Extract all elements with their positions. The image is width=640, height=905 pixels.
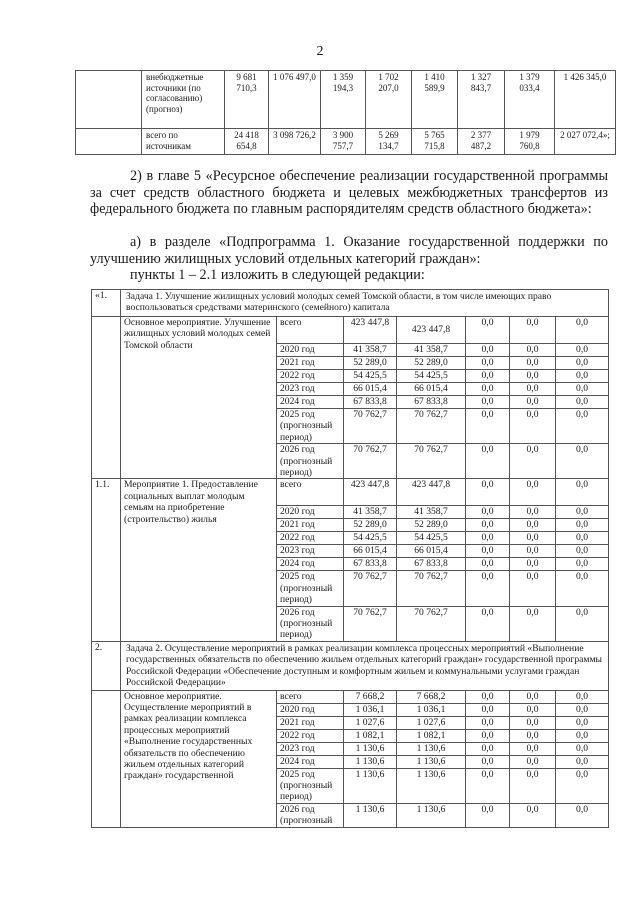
- value-cell: 1 027,6: [344, 716, 397, 729]
- value-cell: 0,0: [510, 716, 556, 729]
- period-cell: 2025 год (прогнозный период): [277, 571, 344, 606]
- value-cell: 0,0: [510, 370, 556, 383]
- value-cell: 66 015,4: [397, 545, 466, 558]
- value-cell: 52 289,0: [344, 519, 397, 532]
- period-cell: 2022 год: [277, 729, 344, 742]
- value-cell: 2 377 487,2: [458, 129, 505, 155]
- value-cell: 1 130,6: [397, 803, 466, 827]
- value-cell: 423 447,8: [344, 479, 397, 506]
- task-title: Задача 1. Улучшение жилищных условий молодых семей Томской области, в том числе имеющих право воспользоваться средствами материнского (семейного) капитала: [121, 290, 609, 317]
- value-cell: 0,0: [466, 571, 510, 606]
- value-cell: 3 098 726,2: [269, 129, 321, 155]
- value-cell: 0,0: [510, 532, 556, 545]
- value-cell: 1 327 843,7: [458, 71, 505, 129]
- value-cell: 0,0: [556, 479, 609, 506]
- value-cell: 66 015,4: [344, 383, 397, 396]
- paragraph-items: пункты 1 – 2.1 изложить в следующей редакции:: [130, 267, 425, 283]
- period-cell: 2024 год: [277, 396, 344, 409]
- value-cell: 423 447,8: [397, 479, 466, 506]
- value-cell: 1 130,6: [397, 755, 466, 768]
- value-cell: 0,0: [510, 344, 556, 357]
- value-cell: 0,0: [556, 716, 609, 729]
- row-number: [92, 317, 121, 479]
- value-cell: 0,0: [510, 506, 556, 519]
- value-cell: 5 765 715,8: [412, 129, 458, 155]
- paragraph-subprogram1: а) в разделе «Подпрограмма 1. Оказание государственной поддержки по улучшению жилищных условий отдельных категорий граждан»:: [90, 234, 608, 267]
- value-cell: 0,0: [510, 558, 556, 571]
- value-cell: 0,0: [510, 545, 556, 558]
- value-cell: 7 668,2: [397, 690, 466, 703]
- value-cell: 0,0: [466, 803, 510, 827]
- value-cell: 1 130,6: [344, 742, 397, 755]
- value-cell: 0,0: [556, 344, 609, 357]
- row-number: 1.1.: [92, 479, 121, 641]
- source-label: внебюджетные источники (по согласованию) (прогноз): [142, 71, 225, 129]
- value-cell: 1 027,6: [397, 716, 466, 729]
- value-cell: 0,0: [556, 803, 609, 827]
- empty-cell: [76, 71, 142, 129]
- value-cell: 0,0: [466, 545, 510, 558]
- period-cell: 2020 год: [277, 703, 344, 716]
- value-cell: 0,0: [510, 606, 556, 641]
- value-cell: 0,0: [556, 755, 609, 768]
- value-cell: 0,0: [510, 755, 556, 768]
- value-cell: 70 762,7: [397, 606, 466, 641]
- value-cell: 52 289,0: [344, 357, 397, 370]
- value-cell: 1 130,6: [344, 803, 397, 827]
- value-cell: 54 425,5: [397, 370, 466, 383]
- value-cell: 1 130,6: [397, 768, 466, 803]
- value-cell: 0,0: [466, 768, 510, 803]
- value-cell: 0,0: [510, 479, 556, 506]
- value-cell: 67 833,8: [397, 396, 466, 409]
- value-cell: 0,0: [510, 383, 556, 396]
- value-cell: 0,0: [466, 755, 510, 768]
- value-cell: 1 036,1: [397, 703, 466, 716]
- empty-cell: [76, 129, 142, 155]
- value-cell: 0,0: [466, 370, 510, 383]
- period-cell: 2024 год: [277, 755, 344, 768]
- value-cell: 0,0: [466, 703, 510, 716]
- value-cell: 0,0: [556, 742, 609, 755]
- value-cell: 1 379 033,4: [505, 71, 555, 129]
- period-cell: 2025 год (прогнозный период): [277, 768, 344, 803]
- value-cell: 423 447,8: [397, 317, 466, 344]
- value-cell: 67 833,8: [344, 396, 397, 409]
- period-cell: всего: [277, 690, 344, 703]
- period-cell: 2021 год: [277, 716, 344, 729]
- value-cell: 5 269 134,7: [366, 129, 412, 155]
- source-label: всего по источникам: [142, 129, 225, 155]
- value-cell: 0,0: [510, 409, 556, 444]
- value-cell: 0,0: [466, 479, 510, 506]
- value-cell: 66 015,4: [344, 545, 397, 558]
- value-cell: 0,0: [556, 396, 609, 409]
- value-cell: 52 289,0: [397, 519, 466, 532]
- table-row: [92, 690, 609, 703]
- value-cell: 0,0: [466, 729, 510, 742]
- value-cell: 0,0: [466, 344, 510, 357]
- value-cell: 0,0: [466, 742, 510, 755]
- value-cell: 0,0: [510, 803, 556, 827]
- period-cell: 2023 год: [277, 742, 344, 755]
- value-cell: 2 027 072,4»;: [555, 129, 616, 155]
- value-cell: 0,0: [510, 742, 556, 755]
- period-cell: 2022 год: [277, 532, 344, 545]
- value-cell: 0,0: [556, 690, 609, 703]
- value-cell: 54 425,5: [397, 532, 466, 545]
- period-cell: 2026 год (прогнозный период): [277, 444, 344, 479]
- value-cell: 0,0: [556, 545, 609, 558]
- value-cell: 0,0: [556, 571, 609, 606]
- value-cell: 0,0: [466, 317, 510, 344]
- value-cell: 0,0: [466, 690, 510, 703]
- value-cell: 0,0: [556, 444, 609, 479]
- value-cell: 70 762,7: [344, 444, 397, 479]
- value-cell: 0,0: [510, 571, 556, 606]
- value-cell: 0,0: [466, 716, 510, 729]
- period-cell: 2020 год: [277, 344, 344, 357]
- value-cell: 52 289,0: [397, 357, 466, 370]
- value-cell: 7 668,2: [344, 690, 397, 703]
- value-cell: 0,0: [556, 768, 609, 803]
- table-row: [92, 317, 609, 344]
- table-row: [92, 479, 609, 506]
- value-cell: 0,0: [466, 383, 510, 396]
- value-cell: 70 762,7: [344, 606, 397, 641]
- period-cell: 2021 год: [277, 357, 344, 370]
- value-cell: 0,0: [510, 317, 556, 344]
- period-cell: 2026 год (прогнозный период): [277, 606, 344, 641]
- value-cell: 3 900 757,7: [321, 129, 366, 155]
- value-cell: 1 130,6: [397, 742, 466, 755]
- value-cell: 0,0: [556, 370, 609, 383]
- table-row: [76, 71, 616, 129]
- value-cell: 0,0: [510, 729, 556, 742]
- value-cell: 70 762,7: [344, 409, 397, 444]
- value-cell: 0,0: [556, 703, 609, 716]
- task-row: [92, 290, 609, 317]
- row-number: «1.: [92, 290, 121, 317]
- period-cell: всего: [277, 317, 344, 344]
- value-cell: 67 833,8: [344, 558, 397, 571]
- task-title: Задача 2. Осуществление мероприятий в рамках реализации комплекса процессных мероприятий «Выполнение государственных обязательств по обеспечению жильем отдельных категорий граждан» государственной программы Российской Федерации «Обеспечение доступным и комфортным жильем и коммунальными услугами граждан Российской Федерации»: [121, 641, 609, 690]
- value-cell: 54 425,5: [344, 532, 397, 545]
- period-cell: 2026 год (прогнозный: [277, 803, 344, 827]
- value-cell: 423 447,8: [344, 317, 397, 344]
- resource-table: [91, 289, 609, 828]
- value-cell: 1 082,1: [344, 729, 397, 742]
- value-cell: 1 082,1: [397, 729, 466, 742]
- period-cell: 2024 год: [277, 558, 344, 571]
- value-cell: 0,0: [510, 519, 556, 532]
- value-cell: 0,0: [556, 532, 609, 545]
- value-cell: 0,0: [466, 409, 510, 444]
- value-cell: 54 425,5: [344, 370, 397, 383]
- value-cell: 41 358,7: [397, 506, 466, 519]
- value-cell: 0,0: [466, 506, 510, 519]
- value-cell: 67 833,8: [397, 558, 466, 571]
- page-number: 2: [316, 44, 324, 59]
- value-cell: 1 359 194,3: [321, 71, 366, 129]
- table-row: [76, 129, 616, 155]
- value-cell: 70 762,7: [344, 571, 397, 606]
- value-cell: 0,0: [556, 558, 609, 571]
- value-cell: 0,0: [466, 519, 510, 532]
- value-cell: 41 358,7: [344, 344, 397, 357]
- value-cell: 41 358,7: [344, 506, 397, 519]
- value-cell: 0,0: [466, 396, 510, 409]
- value-cell: 1 036,1: [344, 703, 397, 716]
- activity-name: Основное мероприятие. Осуществление мероприятий в рамках реализации комплекса процессных мероприятий «Выполнение государственных обязательств по обеспечению жильем отдельных категорий граждан» государственной: [121, 690, 277, 827]
- activity-name: Мероприятие 1. Предоставление социальных выплат молодым семьям на приобретение (строительство) жилья: [121, 479, 277, 641]
- value-cell: 70 762,7: [397, 444, 466, 479]
- period-cell: 2023 год: [277, 545, 344, 558]
- value-cell: 0,0: [510, 444, 556, 479]
- value-cell: 24 418 654,8: [225, 129, 269, 155]
- value-cell: 0,0: [556, 606, 609, 641]
- value-cell: 0,0: [466, 606, 510, 641]
- task-row: [92, 641, 609, 690]
- value-cell: 1 130,6: [344, 755, 397, 768]
- value-cell: 1 979 760,8: [505, 129, 555, 155]
- value-cell: 0,0: [556, 357, 609, 370]
- value-cell: 0,0: [466, 357, 510, 370]
- value-cell: 0,0: [510, 768, 556, 803]
- value-cell: 41 358,7: [397, 344, 466, 357]
- value-cell: 0,0: [556, 519, 609, 532]
- value-cell: 0,0: [556, 729, 609, 742]
- period-cell: 2020 год: [277, 506, 344, 519]
- value-cell: 0,0: [510, 357, 556, 370]
- value-cell: 0,0: [510, 703, 556, 716]
- value-cell: 1 702 207,0: [366, 71, 412, 129]
- value-cell: 1 076 497,0: [269, 71, 321, 129]
- paragraph-chapter5: 2) в главе 5 «Ресурсное обеспечение реализации государственной программы за счет средств областного бюджета и целевых межбюджетных трансфертов из федерального бюджета по главным распорядителям средств областного бюджета»:: [90, 168, 608, 218]
- value-cell: 0,0: [556, 383, 609, 396]
- value-cell: 0,0: [556, 506, 609, 519]
- value-cell: 66 015,4: [397, 383, 466, 396]
- value-cell: 0,0: [510, 690, 556, 703]
- top-funding-table: [75, 70, 616, 155]
- value-cell: 0,0: [556, 317, 609, 344]
- activity-name: Основное мероприятие. Улучшение жилищных условий молодых семей Томской области: [121, 317, 277, 479]
- value-cell: 0,0: [466, 444, 510, 479]
- value-cell: 0,0: [510, 396, 556, 409]
- period-cell: 2022 год: [277, 370, 344, 383]
- value-cell: 1 130,6: [344, 768, 397, 803]
- value-cell: 70 762,7: [397, 571, 466, 606]
- value-cell: 70 762,7: [397, 409, 466, 444]
- period-cell: 2023 год: [277, 383, 344, 396]
- value-cell: 9 681 710,3: [225, 71, 269, 129]
- period-cell: 2021 год: [277, 519, 344, 532]
- value-cell: 0,0: [556, 409, 609, 444]
- row-number: 2.: [92, 641, 121, 690]
- value-cell: 1 426 345,0: [555, 71, 616, 129]
- value-cell: 1 410 589,9: [412, 71, 458, 129]
- period-cell: всего: [277, 479, 344, 506]
- value-cell: 0,0: [466, 532, 510, 545]
- row-number: [92, 690, 121, 827]
- value-cell: 0,0: [466, 558, 510, 571]
- period-cell: 2025 год (прогнозный период): [277, 409, 344, 444]
